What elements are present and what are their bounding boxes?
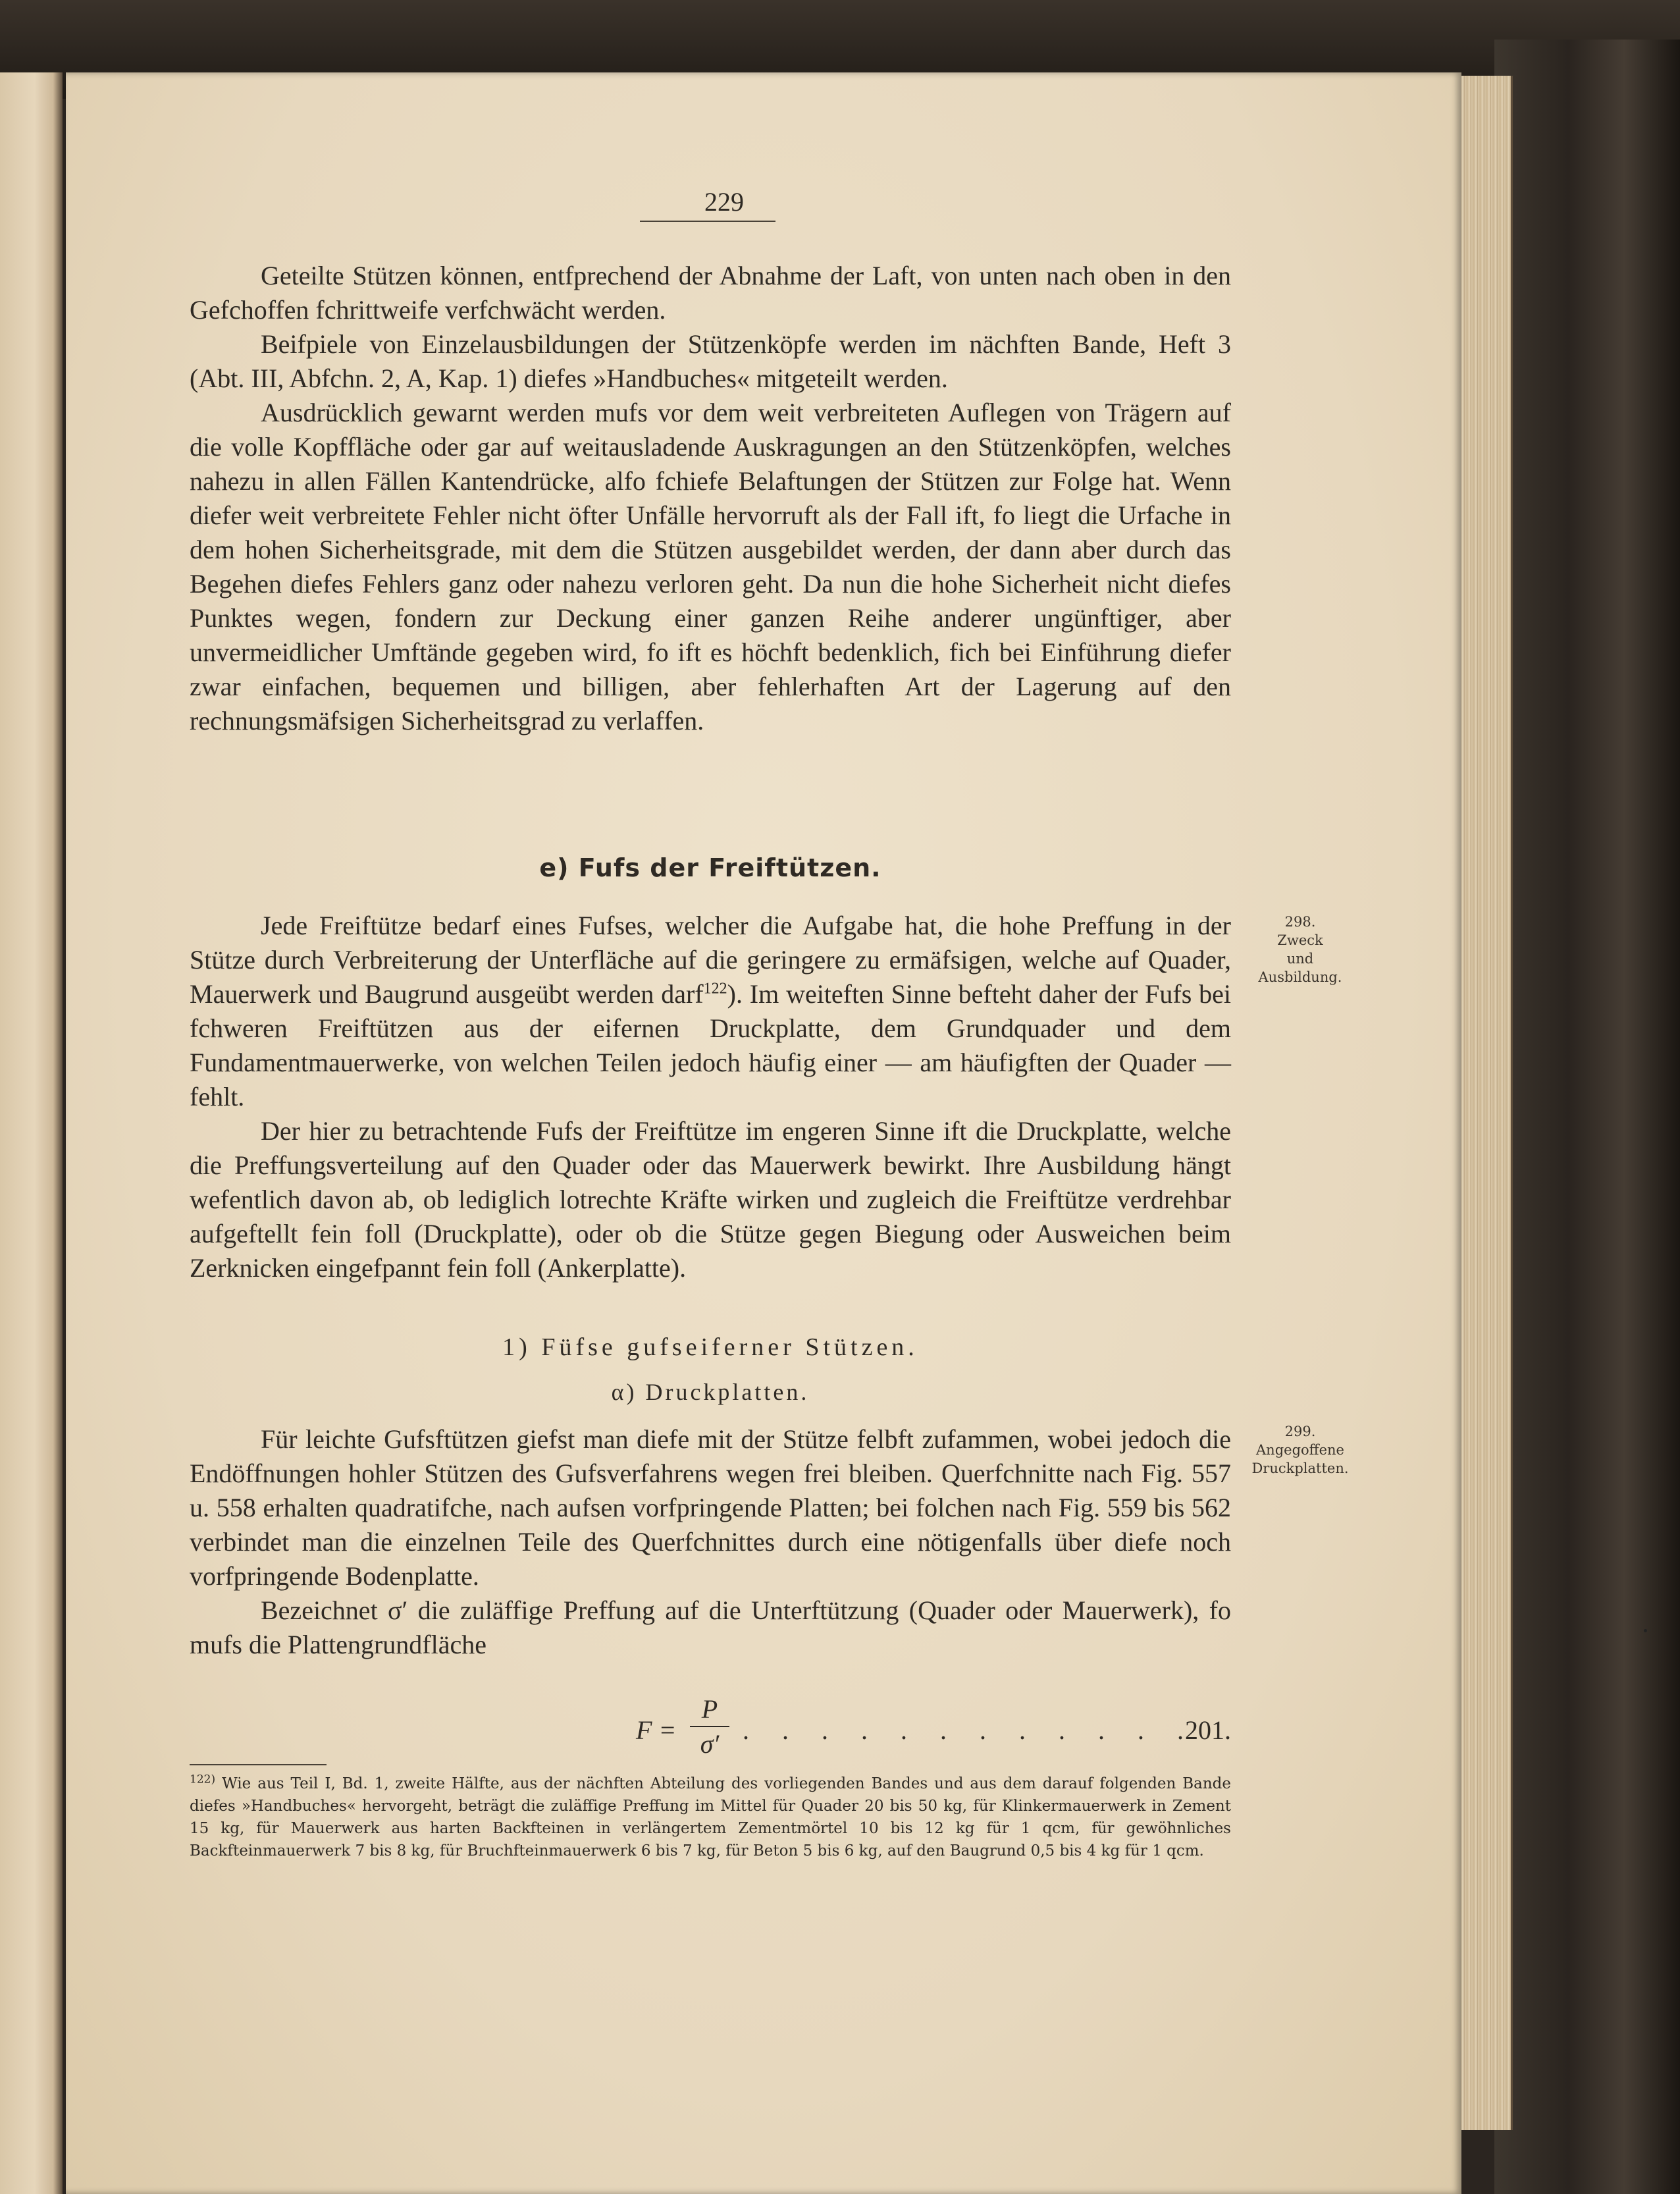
page-number: 229 — [704, 187, 744, 217]
margin-note-line: Ausbildung. — [1258, 969, 1342, 985]
footnote — [190, 1773, 1231, 1862]
formula-number: 201. — [1185, 1715, 1231, 1745]
top-text-block — [190, 259, 1231, 738]
formula-lhs: F = — [636, 1715, 677, 1745]
footnote-rule — [190, 1764, 327, 1765]
book-cover-right — [1494, 40, 1680, 2194]
sub-heading: 1) Füfse gufseiferner Stützen. — [502, 1333, 918, 1361]
section-heading: e) Fufs der Freiftützen. — [539, 853, 881, 882]
paragraph-text: Jede Freiftütze bedarf eines Fufses, welcher die Aufgabe hat, die hohe Preffung in der Stütze durch Verbreiterung der Unterfläche auf die geringere zu ermäfsigen, welche auf Quader, Mauerwerk und Baugrund ausgeübt werden darf — [190, 911, 1231, 1009]
margin-note-line: Druckplatten. — [1251, 1460, 1349, 1476]
margin-note-298 — [1241, 913, 1359, 986]
margin-note-line: Angegoffene — [1256, 1442, 1344, 1458]
formula-numerator: P — [701, 1694, 718, 1724]
footnote-mark: 122) — [190, 1773, 216, 1786]
paragraph: Geteilte Stützen können, entfprechend der Abnahme der Laft, von unten nach oben in den Gefchoffen fchrittweife verfchwächt werden. — [190, 261, 1231, 325]
paragraph: Beifpiele von Einzelausbildungen der Stützenköpfe werden im nächften Bande, Heft 3 (Abt. III, Abfchn. 2, A, Kap. 1) diefes »Handbuches« mitgeteilt werden. — [190, 329, 1231, 393]
speck — [1644, 1629, 1647, 1632]
formula-leader-dots: . . . . . . . . . . . . — [743, 1715, 1197, 1745]
bottom-text-block — [190, 1422, 1231, 1662]
margin-note-number: 299. — [1284, 1424, 1316, 1439]
formula-denominator: σ′ — [700, 1729, 720, 1759]
margin-note-number: 298. — [1284, 914, 1316, 930]
margin-note-line: Zweck — [1277, 932, 1323, 948]
paragraph: Bezeichnet σ′ die zuläffige Preffung auf die Unterftützung (Quader oder Mauerwerk), fo mufs die Plattengrundfläche — [190, 1595, 1231, 1659]
page-number-rule — [640, 221, 775, 222]
footnote-text: Wie aus Teil I, Bd. 1, zweite Hälfte, aus der nächften Abteilung des vorliegenden Bandes und aus dem darauf folgenden Bande diefes »Handbuches« hervorgeht, beträgt die zuläffige Preffung im Mittel für Quader 20 bis 50 kg, für Klinkermauerwerk in Zement 15 kg, für Mauerwerk aus harten Backfteinen in verlängertem Zementmörtel 10 bis 12 kg für 1 qcm, für gewöhnliches Backfteinmauerwerk 7 bis 8 kg, für Bruchfteinmauerwerk 6 bis 7 kg, für Beton 5 bis 6 kg, auf den Baugrund 0,5 bis 4 kg für 1 qcm. — [190, 1775, 1231, 1860]
paragraph: Ausdrücklich gewarnt werden mufs vor dem weit verbreiteten Auflegen von Trägern auf die volle Kopffläche oder gar auf weitausladende Auskragungen an den Stützenköpfen, welches nahezu in allen Fällen Kantendrücke, alfo fchiefe Belaftungen der Stützen zur Folge hat. Wenn diefer weit verbreitete Fehler nicht öfter Unfälle hervorruft als der Fall ift, fo liegt die Urfache in dem hohen Sicherheitsgrade, mit dem die Stützen ausgebildet werden, der dann aber durch das Begehen diefes Fehlers ganz oder nahezu verloren geht. Da nun die hohe Sicherheit nicht diefes Punktes wegen, fondern zur Deckung einer ganzen Reihe anderer ungünftiger, aber unvermeidlicher Umftände gegeben wird, fo ift es höchft bedenklich, fich bei Einführung diefer zwar einfachen, bequemen und billigen, aber fehlerhaften Art der Lagerung auf den rechnungsmäfsigen Sicherheitsgrad zu verlaffen. — [190, 398, 1231, 736]
left-page-edge — [0, 72, 63, 2194]
margin-note-299 — [1241, 1422, 1359, 1478]
sub-sub-heading: α) Druckplatten. — [611, 1379, 810, 1405]
paragraph: Der hier zu betrachtende Fufs der Freiftütze im engeren Sinne ift die Druckplatte, welche die Preffungsverteilung auf den Quader oder das Mauerwerk bewirkt. Ihre Ausbildung hängt wefentlich davon ab, ob lediglich lotrechte Kräfte wirken und zugleich die Freiftütze verdrehbar aufgeftellt fein foll (Druckplatte), oder ob die Stütze gegen Biegung oder Ausweichen beim Zerknicken eingefpannt fein foll (Ankerplatte). — [190, 1116, 1231, 1283]
footnote-reference: 122 — [703, 980, 727, 998]
fraction-bar — [690, 1726, 729, 1727]
paragraph-text: ). Im weiteften Sinne befteht daher der Fufs bei fchweren Freiftützen aus der eifernen Druckplatte, dem Grundquader und dem Fundamentmauerwerke, von welchen Teilen jedoch häufig einer — am häufigften der Quader — fehlt. — [190, 979, 1231, 1111]
section-text-block — [190, 909, 1231, 1285]
margin-note-line: und — [1286, 951, 1314, 967]
formula-201 — [190, 1694, 1231, 1766]
paragraph — [190, 909, 1231, 1114]
formula-fraction — [690, 1694, 729, 1759]
paragraph: Für leichte Gufsftützen giefst man diefe mit der Stütze felbft zufammen, wobei jedoch die Endöffnungen hohler Stützen des Gufsverfahrens wegen frei bleiben. Querfchnitte nach Fig. 557 u. 558 erhalten quadratifche, nach aufsen vorfpringende Platten; bei folchen nach Fig. 559 bis 562 verbindet man die einzelnen Teile des Querfchnittes durch eine nötigenfalls über diefe noch vorfpringende Bodenplatte. — [190, 1424, 1231, 1591]
